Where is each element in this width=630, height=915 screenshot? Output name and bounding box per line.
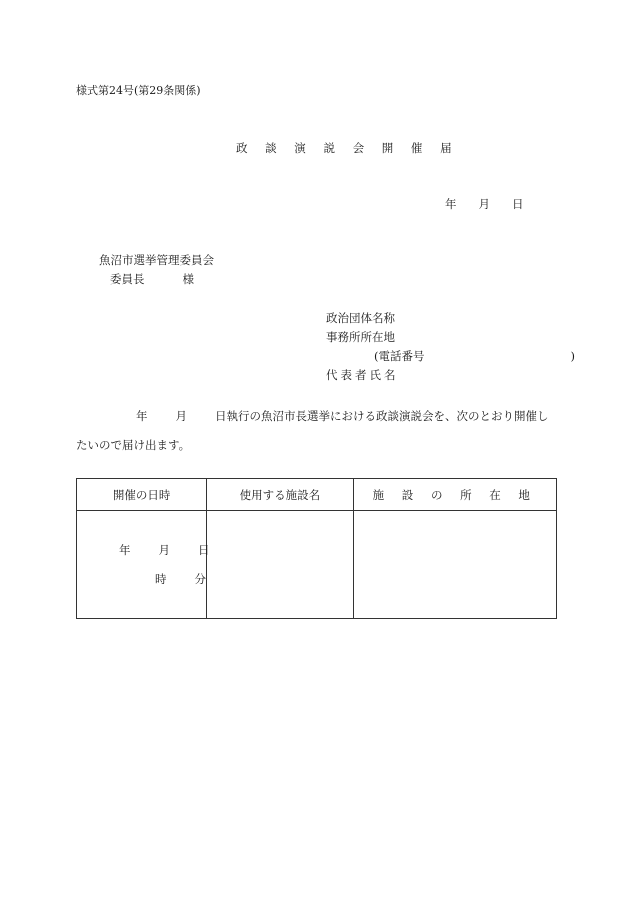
body-text-line2: たいので届け出ます。 (76, 438, 191, 452)
representative-label: 代表者氏名 (326, 368, 399, 382)
date-year-label: 年 (445, 197, 457, 211)
addressee-chair (110, 274, 194, 286)
office-location-label: 事務所所在地 (326, 330, 395, 344)
header-facility-name: 使用する施設名 (207, 479, 353, 511)
phone-number-label (374, 351, 575, 363)
cell-hour: 時 (155, 572, 167, 586)
cell-minute: 分 (194, 572, 206, 586)
cell-day: 日 (198, 543, 210, 557)
form-number: 様式第24号(第29条関係) (76, 84, 201, 97)
datetime-cell[interactable] (77, 511, 210, 619)
cell-year: 年 (119, 543, 131, 557)
meeting-details-table (76, 478, 557, 619)
body-year: 年 (136, 409, 148, 423)
submission-date (445, 199, 524, 211)
header-facility-location: 施 設 の 所 在 地 (353, 479, 556, 511)
body-month: 月 (175, 409, 187, 423)
document-title: 政 談 演 説 会 開 催 届 (236, 141, 459, 155)
addressee-committee: 魚沼市選挙管理委員会 (99, 253, 214, 267)
table-row (77, 511, 557, 619)
cell-month: 月 (158, 543, 170, 557)
datetime-time (155, 574, 206, 586)
phone-open: (電話番号 (374, 349, 425, 363)
phone-close: ) (570, 349, 575, 363)
table-header-row (77, 479, 557, 511)
datetime-date (119, 545, 210, 557)
addressee-honorific: 様 (182, 272, 194, 286)
body-text-line1 (136, 411, 549, 423)
header-datetime: 開催の日時 (77, 479, 207, 511)
body-line1-rest: 日執行の魚沼市長選挙における政談演説会を、次のとおり開催し (215, 409, 549, 423)
date-month-label: 月 (478, 197, 490, 211)
date-day-label: 日 (512, 197, 524, 211)
facility-location-cell[interactable] (353, 511, 556, 619)
org-name-label: 政治団体名称 (326, 311, 395, 325)
facility-name-cell[interactable] (207, 511, 353, 619)
addressee-title: 委員長 (110, 272, 145, 286)
